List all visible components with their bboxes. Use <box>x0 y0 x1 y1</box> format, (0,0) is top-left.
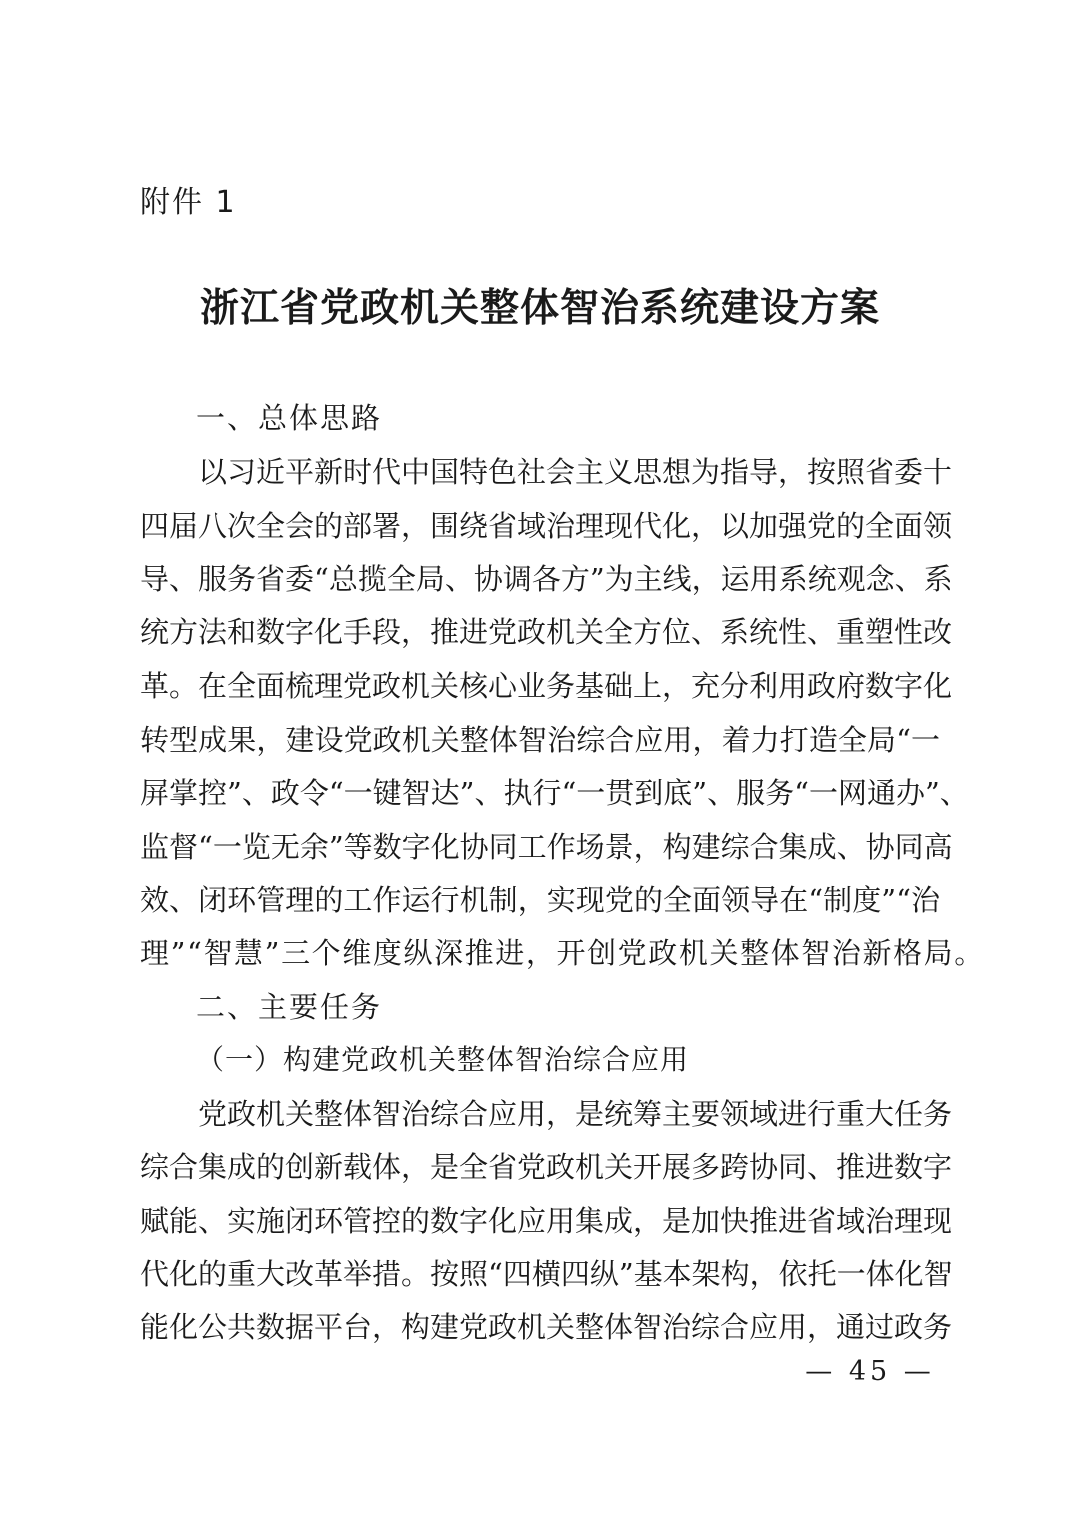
paragraph-line: 赋能、实施闭环管控的数字化应用集成，是加快推进省域治理现 <box>140 1204 953 1238</box>
page-number: — 45 — <box>805 1356 935 1387</box>
paragraph-line: 导、服务省委“总揽全局、协调各方”为主线，运用系统观念、系 <box>140 562 953 596</box>
paragraph-line: 代化的重大改革举措。按照“四横四纵”基本架构，依托一体化智 <box>140 1257 953 1291</box>
paragraph-line: 理”“智慧”三个维度纵深推进，开创党政机关整体智治新格局。 <box>140 936 985 970</box>
paragraph-line: 能化公共数据平台，构建党政机关整体智治综合应用，通过政务 <box>140 1310 953 1344</box>
paragraph-line: 屏掌控”、政令“一键智达”、执行“一贯到底”、服务“一网通办”、 <box>140 776 969 810</box>
paragraph-line: 以习近平新时代中国特色社会主义思想为指导，按照省委十 <box>198 455 953 489</box>
paragraph-line: 统方法和数字化手段，推进党政机关全方位、系统性、重塑性改 <box>140 615 953 649</box>
document-title: 浙江省党政机关整体智治系统建设方案 <box>199 285 880 331</box>
paragraph-line: 综合集成的创新载体，是全省党政机关开展多跨协同、推进数字 <box>140 1150 953 1184</box>
section-heading-main-tasks: 二、主要任务 <box>196 990 383 1024</box>
paragraph-line: 革。在全面梳理党政机关核心业务基础上，充分利用政府数字化 <box>140 669 953 703</box>
paragraph-line: 监督“一览无余”等数字化协同工作场景，构建综合集成、协同高 <box>140 830 953 864</box>
section-heading-overall-approach: 一、总体思路 <box>196 401 383 435</box>
attachment-label: 附件 1 <box>140 185 237 220</box>
paragraph-line: 效、闭环管理的工作运行机制，实现党的全面领导在“制度”“治 <box>140 883 940 917</box>
subsection-heading: （一）构建党政机关整体智治综合应用 <box>196 1043 690 1076</box>
paragraph-line: 四届八次全会的部署，围绕省域治理现代化，以加强党的全面领 <box>140 509 953 543</box>
paragraph-line: 党政机关整体智治综合应用，是统筹主要领域进行重大任务 <box>198 1097 953 1131</box>
paragraph-line: 转型成果，建设党政机关整体智治综合应用，着力打造全局“一 <box>140 723 940 757</box>
